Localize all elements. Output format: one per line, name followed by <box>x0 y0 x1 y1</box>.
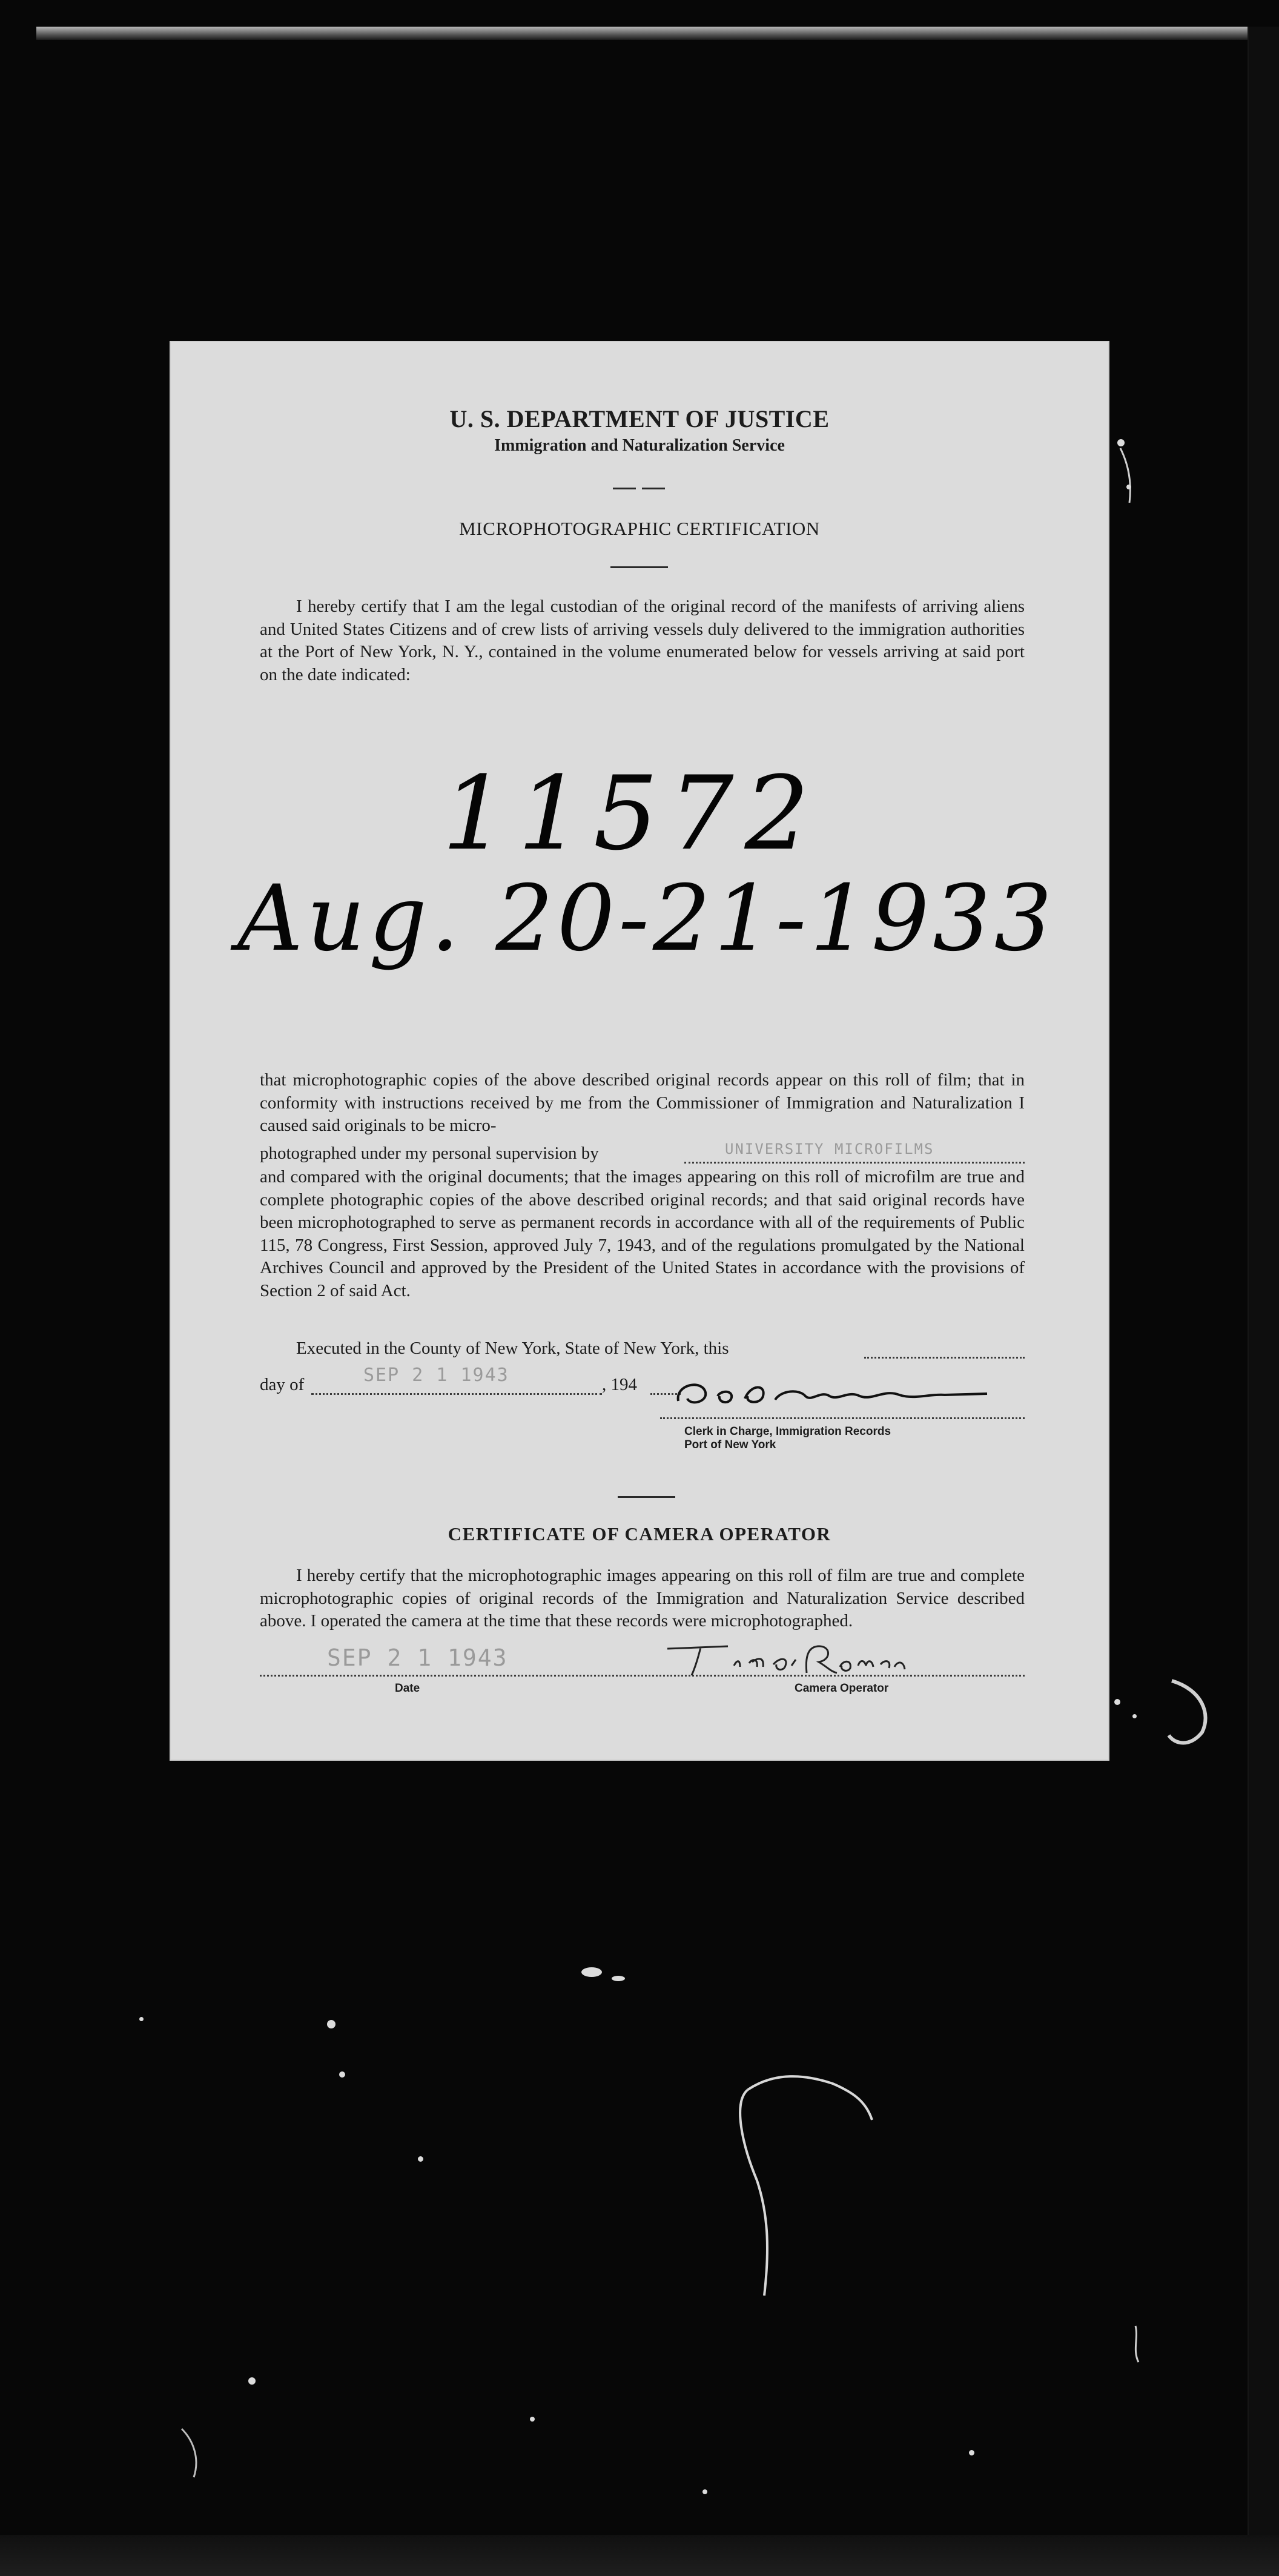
camera-paragraph: I hereby certify that the microphotographic images appearing on this roll of film are true and complete microphotographic copies of original records of the Immigration and Naturalization Service described above. I operated the camera at the time that these records were microphotographed. <box>260 1566 1025 1631</box>
film-speck <box>1126 485 1131 489</box>
clerk-dotted-line <box>660 1417 1025 1419</box>
handwritten-date: Aug. 20-21-1933 <box>237 866 1056 972</box>
divider-rule <box>610 566 668 568</box>
supervision-dotted-line <box>684 1162 1025 1164</box>
handwritten-volume-number: 11572 <box>442 754 821 873</box>
divider-dash <box>642 488 665 489</box>
executed-line: Executed in the County of New York, State of New York, this <box>296 1339 729 1358</box>
intro-paragraph: I hereby certify that I am the legal custodian of the original record of the manifests of arriving aliens and United States Citizens and of crew lists of arriving vessels duly delivered to the immigration authorities at the Port of New York, N. Y., contained in the volume enumerated below for vessels arriving at said port on the date indicated: <box>260 597 1025 684</box>
day-date-stamp: SEP 2 1 1943 <box>363 1365 509 1386</box>
certification-heading: MICROPHOTOGRAPHIC CERTIFICATION <box>459 518 820 539</box>
body-paragraph <box>260 1069 1025 1137</box>
film-speck <box>327 2020 335 2028</box>
film-speck <box>418 2156 423 2162</box>
film-speck <box>969 2450 974 2455</box>
clerk-title-line-2: Port of New York <box>684 1439 776 1451</box>
body-paragraph-continued: and compared with the original documents; that the images appearing on this roll of microfilm are true and complete photographic copies of the above described original records; and that said original records have been microphotographed to serve as permanent records in accordance with all of the requirements of Public 115, 78 Congress, First Session, approved July 7, 1943, and of the regulations promulgated by the National Archives Council and approved by the President of the United States in accordance with the provisions of Section 2 of said Act. <box>260 1167 1025 1300</box>
operator-signature <box>655 1635 910 1684</box>
film-speck <box>530 2417 535 2422</box>
day-of-label: day of <box>260 1375 305 1394</box>
camera-date-stamp: SEP 2 1 1943 <box>327 1644 508 1671</box>
year-prefix: , 194 <box>602 1375 637 1394</box>
film-speck <box>1114 1699 1120 1705</box>
date-label: Date <box>395 1682 420 1695</box>
film-speck <box>339 2071 345 2078</box>
document-title: U. S. DEPARTMENT OF JUSTICE <box>449 405 830 432</box>
certificate-sheet <box>171 342 1108 1760</box>
clerk-signature <box>660 1372 999 1414</box>
supervision-label: photographed under my personal supervision by <box>260 1144 599 1163</box>
document-subtitle: Immigration and Naturalization Service <box>494 436 785 455</box>
camera-operator-label: Camera Operator <box>795 1682 889 1695</box>
camera-certificate-heading: CERTIFICATE OF CAMERA OPERATOR <box>448 1523 831 1545</box>
body-part-1: that microphotographic copies of the above described original records appear on this roll of film; that in conformity with instructions received by me from the Commissioner of Immigration and Naturalization I caused said originals to be micro- <box>260 1070 1025 1135</box>
day-dotted-line <box>311 1393 602 1395</box>
film-speck <box>702 2489 707 2494</box>
film-speck <box>1132 1714 1137 1718</box>
divider-rule <box>618 1496 675 1498</box>
film-speck <box>248 2377 256 2385</box>
executed-dotted-line <box>864 1357 1025 1359</box>
film-speck <box>581 1967 602 1977</box>
film-speck <box>612 1976 625 1981</box>
signature-dotted-line <box>260 1675 1025 1677</box>
supervision-stamp: UNIVERSITY MICROFILMS <box>725 1141 934 1157</box>
film-speck <box>1117 439 1125 446</box>
clerk-title-line-1: Clerk in Charge, Immigration Records <box>684 1425 891 1438</box>
film-speck <box>139 2017 144 2021</box>
divider-dash <box>613 488 636 489</box>
